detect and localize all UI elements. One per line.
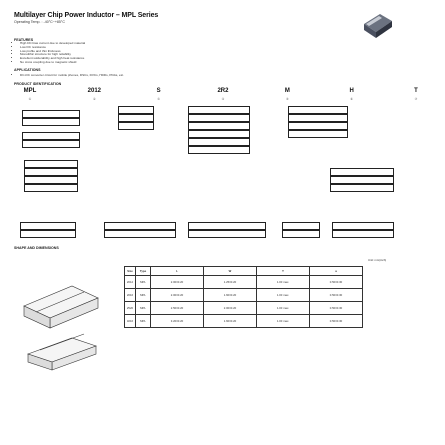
cell-w: 1.25±0.20 [204, 276, 257, 289]
cell-w: 1.60±0.20 [204, 315, 257, 328]
code-table [330, 168, 394, 176]
code-table [24, 168, 78, 176]
col-a: a [310, 267, 363, 276]
operating-temp: Operating Temp. : -40°C~+85°C [14, 20, 65, 24]
col-w: W [204, 267, 257, 276]
code-table [24, 184, 78, 192]
code-table [118, 122, 154, 130]
code-table [118, 106, 154, 114]
feature-item: • Low profile and thin thickness [20, 50, 180, 54]
cell-a: 0.50±0.30 [310, 276, 363, 289]
inductor-product-icon [360, 8, 396, 40]
cell-l: 2.50±0.20 [151, 302, 204, 315]
inductor-outline-drawing [16, 270, 114, 380]
table-row [125, 302, 363, 315]
cell-size: 3216 [125, 315, 136, 328]
cell-size: 2016 [125, 289, 136, 302]
code-thickness: H [349, 88, 354, 94]
code-table [188, 146, 250, 154]
code-table [288, 122, 348, 130]
applications-list [14, 74, 280, 78]
feature-item: • Excellent solderability and high heat resistance [20, 57, 180, 61]
feature-item: • Low DC resistance [20, 46, 180, 50]
cell-size: 2520 [125, 302, 136, 315]
cell-l: 3.20±0.20 [151, 315, 204, 328]
table-row [125, 276, 363, 289]
code-table [104, 230, 176, 238]
code-table [288, 114, 348, 122]
page-title: Multilayer Chip Power Inductor – MPL Series [14, 12, 159, 19]
product-id-heading: PRODUCT IDENTIFICATION [14, 82, 62, 86]
code-table [20, 222, 76, 230]
code-number: ② [92, 97, 96, 101]
code-table [282, 230, 320, 238]
col-size: Size [125, 267, 136, 276]
cell-a: 0.50±0.30 [310, 289, 363, 302]
code-size: 2012 [87, 88, 101, 94]
code-table [188, 130, 250, 138]
code-table [188, 122, 250, 130]
dimension-table [124, 266, 363, 328]
cell-t: 1.00 max. [257, 276, 310, 289]
product-code-numbers [18, 97, 428, 101]
table-row [125, 289, 363, 302]
code-table [332, 230, 394, 238]
feature-item: • High DC bias current due to developed material [20, 42, 180, 46]
code-table [330, 184, 394, 192]
code-number: ④ [221, 97, 225, 101]
code-table [288, 106, 348, 114]
code-table [22, 140, 80, 148]
product-code-row [18, 88, 428, 94]
code-table [22, 118, 80, 126]
code-table [288, 130, 348, 138]
code-number: ③ [157, 97, 160, 101]
features-list [14, 42, 180, 65]
code-table [22, 110, 80, 118]
col-t: T [257, 267, 310, 276]
code-number: ① [28, 97, 32, 101]
cell-size: 2012 [125, 276, 136, 289]
cell-t: 1.00 max. [257, 302, 310, 315]
code-packaging: T [414, 88, 418, 94]
code-inductance: 2R2 [217, 88, 229, 94]
code-table [24, 176, 78, 184]
cell-type: MPL [136, 315, 151, 328]
cell-l: 2.00±0.20 [151, 276, 204, 289]
code-number: ⑤ [285, 97, 289, 101]
code-table [24, 160, 78, 168]
code-table [188, 222, 266, 230]
cell-w: 2.00±0.20 [204, 302, 257, 315]
code-table [118, 114, 154, 122]
code-table [282, 222, 320, 230]
code-table [188, 114, 250, 122]
features-heading: FEATURES [14, 38, 34, 42]
code-material: S [156, 88, 161, 94]
application-item: • DC-DC converter circuit for mobile phones, DSCs, DVCs, HDDs, PDAs, etc. [20, 74, 280, 78]
code-table [104, 222, 176, 230]
cell-type: MPL [136, 302, 151, 315]
table-row [125, 315, 363, 328]
cell-a: 0.50±0.30 [310, 302, 363, 315]
unit-note: Unit: mm(inch) [368, 258, 387, 262]
code-table [188, 106, 250, 114]
col-type: Type [136, 267, 151, 276]
cell-t: 1.00 max. [257, 315, 310, 328]
col-l: L [151, 267, 204, 276]
cell-t: 1.00 max. [257, 289, 310, 302]
code-number: ⑦ [414, 97, 418, 101]
applications-heading: APPLICATIONS [14, 68, 41, 72]
cell-l: 2.00±0.20 [151, 289, 204, 302]
feature-item: • No cross coupling due to magnetic shield [20, 61, 180, 65]
code-series: MPL [23, 88, 37, 94]
code-table [332, 222, 394, 230]
code-table [188, 230, 266, 238]
code-tolerance: M [284, 88, 290, 94]
cell-w: 1.60±0.20 [204, 289, 257, 302]
code-number: ⑥ [350, 97, 353, 101]
cell-a: 0.50±0.30 [310, 315, 363, 328]
cell-type: MPL [136, 289, 151, 302]
code-table [188, 138, 250, 146]
code-table [20, 230, 76, 238]
code-table [330, 176, 394, 184]
cell-type: MPL [136, 276, 151, 289]
shape-heading: SHAPE AND DIMENSIONS [14, 246, 59, 250]
feature-item: • Monolithic structure for high reliability [20, 53, 180, 57]
code-table [22, 132, 80, 140]
